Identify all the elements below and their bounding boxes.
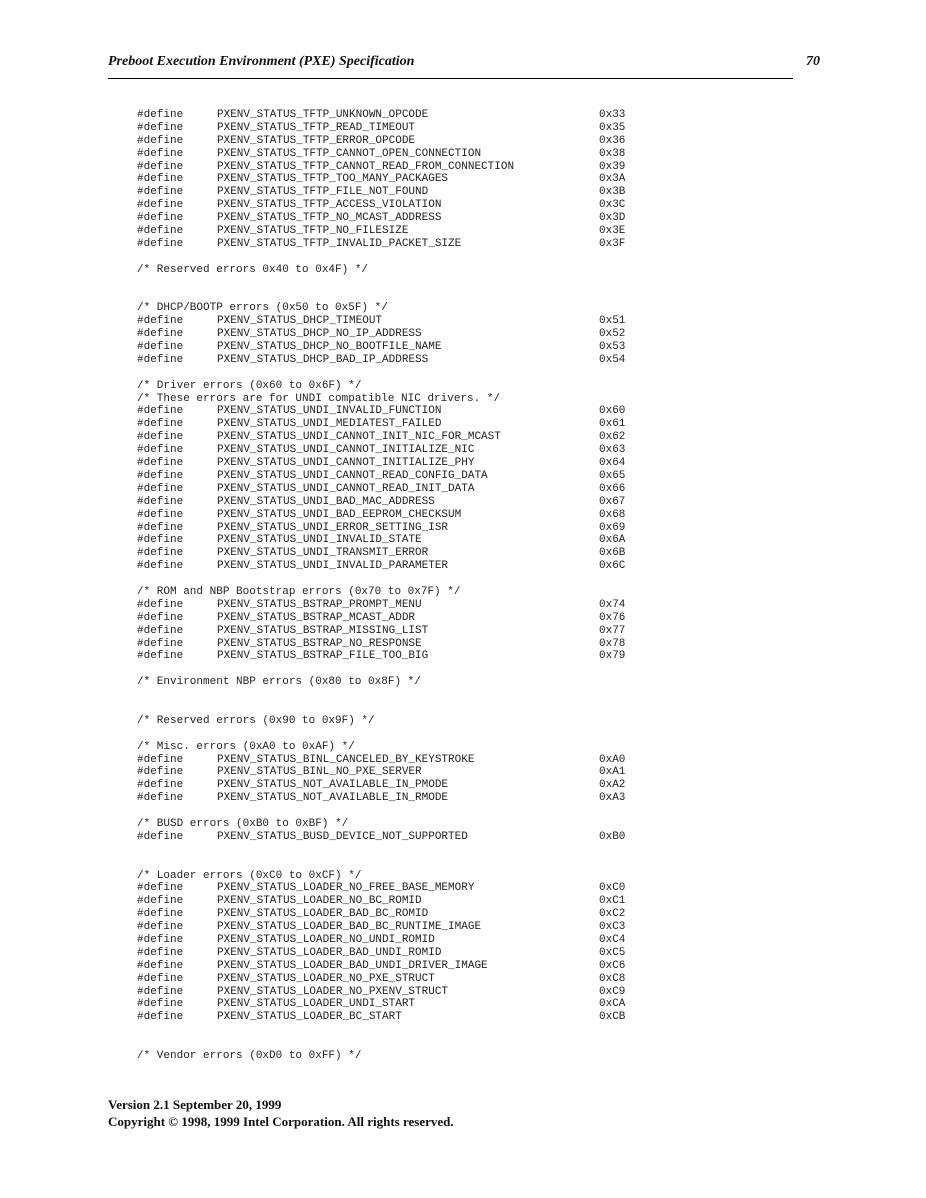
constant-name: PXENV_STATUS_TFTP_ACCESS_VIOLATION <box>217 199 442 212</box>
constant-name: PXENV_STATUS_LOADER_NO_UNDI_ROMID <box>217 934 435 946</box>
constant-value: 0xC2 <box>599 908 626 921</box>
define-keyword: #define <box>137 650 184 663</box>
define-keyword: #define <box>137 418 184 431</box>
constant-name: PXENV_STATUS_TFTP_NO_MCAST_ADDRESS <box>217 212 442 225</box>
define-keyword: #define <box>137 598 184 611</box>
constant-name: PXENV_STATUS_UNDI_INVALID_FUNCTION <box>217 405 442 418</box>
document-title: Preboot Execution Environment (PXE) Specification <box>108 54 415 69</box>
constant-name: PXENV_STATUS_TFTP_CANNOT_OPEN_CONNECTION <box>217 147 482 160</box>
constant-value: 0x61 <box>599 418 626 431</box>
comment-text: /* BUSD errors (0xB0 to 0xBF) */ <box>137 817 349 830</box>
constant-value: 0x64 <box>599 457 626 470</box>
constant-value: 0x3B <box>599 186 626 199</box>
constant-value: 0x3E <box>599 225 626 238</box>
constant-name: PXENV_STATUS_DHCP_TIMEOUT <box>217 315 383 328</box>
constant-value: 0xCA <box>599 998 626 1011</box>
constant-name: PXENV_STATUS_LOADER_UNDI_START <box>217 998 416 1011</box>
constant-value: 0xA3 <box>599 792 626 805</box>
constant-name: PXENV_STATUS_UNDI_MEDIATEST_FAILED <box>217 418 442 431</box>
constant-name: PXENV_STATUS_UNDI_BAD_MAC_ADDRESS <box>217 495 435 508</box>
constant-name: PXENV_STATUS_BSTRAP_FILE_TOO_BIG <box>217 650 429 663</box>
constant-value: 0xCB <box>599 1011 626 1024</box>
constant-name: PXENV_STATUS_UNDI_CANNOT_READ_CONFIG_DATA <box>217 469 488 482</box>
define-keyword: #define <box>137 637 184 650</box>
constant-name: PXENV_STATUS_LOADER_NO_BC_ROMID <box>217 895 422 908</box>
constant-name: PXENV_STATUS_BINL_NO_PXE_SERVER <box>217 766 422 779</box>
constant-name: PXENV_STATUS_LOADER_NO_PXENV_STRUCT <box>217 985 449 998</box>
define-keyword: #define <box>137 766 184 779</box>
constant-name: PXENV_STATUS_LOADER_BC_START <box>217 1011 402 1024</box>
comment-text: /* Environment NBP errors (0x80 to 0x8F) */ <box>137 676 421 689</box>
header-rule <box>108 78 793 79</box>
constant-value: 0xB0 <box>599 830 626 843</box>
constant-value: 0x65 <box>599 469 626 482</box>
define-keyword: #define <box>137 830 184 843</box>
define-keyword: #define <box>137 341 184 354</box>
define-keyword: #define <box>137 547 184 560</box>
constant-value: 0xA2 <box>599 779 626 792</box>
constant-value: 0x3C <box>599 199 626 212</box>
constant-value: 0xC9 <box>599 985 626 998</box>
constant-name: PXENV_STATUS_UNDI_BAD_EEPROM_CHECKSUM <box>217 508 462 521</box>
constant-name: PXENV_STATUS_TFTP_ERROR_OPCODE <box>217 134 416 147</box>
constant-name: PXENV_STATUS_NOT_AVAILABLE_IN_PMODE <box>217 779 449 792</box>
define-keyword: #define <box>137 895 184 908</box>
constant-value: 0x33 <box>599 109 626 121</box>
comment-text: /* Misc. errors (0xA0 to 0xAF) */ <box>137 740 355 753</box>
define-keyword: #define <box>137 624 184 637</box>
comment-text: /* Reserved errors (0x90 to 0x9F) */ <box>137 714 375 727</box>
constant-value: 0x67 <box>599 495 626 508</box>
constant-value: 0xC4 <box>599 934 626 946</box>
define-keyword: #define <box>137 972 184 985</box>
constant-value: 0xC1 <box>599 895 626 908</box>
constant-value: 0x77 <box>599 624 626 637</box>
constant-value: 0xA0 <box>599 753 626 766</box>
define-keyword: #define <box>137 405 184 418</box>
define-keyword: #define <box>137 946 184 959</box>
constant-name: PXENV_STATUS_TFTP_FILE_NOT_FOUND <box>217 186 429 199</box>
constant-name: PXENV_STATUS_UNDI_TRANSMIT_ERROR <box>217 547 429 560</box>
define-keyword: #define <box>137 908 184 921</box>
constant-name: PXENV_STATUS_NOT_AVAILABLE_IN_RMODE <box>217 792 449 805</box>
define-keyword: #define <box>137 147 184 160</box>
define-keyword: #define <box>137 508 184 521</box>
constant-name: PXENV_STATUS_UNDI_CANNOT_INITIALIZE_NIC <box>217 444 475 457</box>
comment-text: /* Driver errors (0x60 to 0x6F) */ <box>137 379 362 392</box>
define-keyword: #define <box>137 199 184 212</box>
constant-name: PXENV_STATUS_TFTP_READ_TIMEOUT <box>217 121 416 134</box>
constant-name: PXENV_STATUS_DHCP_BAD_IP_ADDRESS <box>217 353 429 366</box>
constant-name: PXENV_STATUS_UNDI_ERROR_SETTING_ISR <box>217 521 449 534</box>
comment-text: /* ROM and NBP Bootstrap errors (0x70 to 0x7F) */ <box>137 585 461 598</box>
constant-name: PXENV_STATUS_LOADER_NO_FREE_BASE_MEMORY <box>217 882 475 895</box>
define-keyword: #define <box>137 328 184 341</box>
copyright-line: Copyright © 1998, 1999 Intel Corporation. All rights reserved. <box>108 1114 454 1129</box>
page-footer <box>108 1096 454 1130</box>
constant-name: PXENV_STATUS_DHCP_NO_IP_ADDRESS <box>217 328 422 341</box>
define-keyword: #define <box>137 921 184 934</box>
constant-value: 0x62 <box>599 431 626 444</box>
constant-value: 0xC6 <box>599 959 626 972</box>
constant-name: PXENV_STATUS_UNDI_INVALID_PARAMETER <box>217 560 449 573</box>
constant-value: 0xC8 <box>599 972 626 985</box>
define-keyword: #define <box>137 521 184 534</box>
constant-value: 0x6B <box>599 547 626 560</box>
constant-name: PXENV_STATUS_TFTP_TOO_MANY_PACKAGES <box>217 173 449 186</box>
constant-value: 0x74 <box>599 598 626 611</box>
define-keyword: #define <box>137 431 184 444</box>
define-keyword: #define <box>137 160 184 173</box>
constant-name: PXENV_STATUS_UNDI_CANNOT_INIT_NIC_FOR_MCAST <box>217 431 501 444</box>
constant-name: PXENV_STATUS_LOADER_BAD_UNDI_DRIVER_IMAGE <box>217 959 488 972</box>
comment-text: /* Loader errors (0xC0 to 0xCF) */ <box>137 869 362 882</box>
constant-value: 0x60 <box>599 405 626 418</box>
constant-name: PXENV_STATUS_LOADER_BAD_BC_ROMID <box>217 908 429 921</box>
constant-value: 0x51 <box>599 315 626 328</box>
constant-name: PXENV_STATUS_BUSD_DEVICE_NOT_SUPPORTED <box>217 830 468 843</box>
constant-name: PXENV_STATUS_BSTRAP_PROMPT_MENU <box>217 598 422 611</box>
constant-value: 0x6C <box>599 560 626 573</box>
define-keyword: #define <box>137 225 184 238</box>
constant-value: 0x6A <box>599 534 626 547</box>
constant-name: PXENV_STATUS_TFTP_UNKNOWN_OPCODE <box>217 109 429 121</box>
define-keyword: #define <box>137 457 184 470</box>
define-keyword: #define <box>137 534 184 547</box>
constant-value: 0x54 <box>599 353 626 366</box>
constant-value: 0x76 <box>599 611 626 624</box>
define-keyword: #define <box>137 959 184 972</box>
constant-value: 0x53 <box>599 341 626 354</box>
constant-value: 0xC0 <box>599 882 626 895</box>
define-keyword: #define <box>137 779 184 792</box>
define-keyword: #define <box>137 560 184 573</box>
constant-value: 0x78 <box>599 637 626 650</box>
constant-name: PXENV_STATUS_UNDI_CANNOT_INITIALIZE_PHY <box>217 457 475 470</box>
define-keyword: #define <box>137 444 184 457</box>
constant-value: 0x3D <box>599 212 626 225</box>
define-keyword: #define <box>137 985 184 998</box>
define-keyword: #define <box>137 482 184 495</box>
version-line: Version 2.1 September 20, 1999 <box>108 1097 282 1112</box>
constant-value: 0x36 <box>599 134 626 147</box>
define-keyword: #define <box>137 934 184 946</box>
constant-name: PXENV_STATUS_BSTRAP_MISSING_LIST <box>217 624 429 637</box>
constant-value: 0x35 <box>599 121 626 134</box>
constant-name: PXENV_STATUS_TFTP_INVALID_PACKET_SIZE <box>217 237 462 250</box>
constant-name: PXENV_STATUS_TFTP_NO_FILESIZE <box>217 225 409 238</box>
constant-value: 0x68 <box>599 508 626 521</box>
constant-value: 0x52 <box>599 328 626 341</box>
define-keyword: #define <box>137 753 184 766</box>
constant-value: 0xC3 <box>599 921 626 934</box>
define-keyword: #define <box>137 353 184 366</box>
constant-name: PXENV_STATUS_LOADER_NO_PXE_STRUCT <box>217 972 435 985</box>
constant-value: 0x3A <box>599 173 626 186</box>
constant-value: 0x66 <box>599 482 626 495</box>
constant-value: 0x79 <box>599 650 626 663</box>
comment-text: /* These errors are for UNDI compatible NIC drivers. */ <box>137 392 501 405</box>
define-keyword: #define <box>137 212 184 225</box>
constant-value: 0x39 <box>599 160 626 173</box>
constant-value: 0x3F <box>599 237 626 250</box>
constant-name: PXENV_STATUS_LOADER_BAD_BC_RUNTIME_IMAGE <box>217 921 482 934</box>
define-keyword: #define <box>137 495 184 508</box>
constant-name: PXENV_STATUS_UNDI_CANNOT_READ_INIT_DATA <box>217 482 475 495</box>
define-keyword: #define <box>137 998 184 1011</box>
constant-value: 0x63 <box>599 444 626 457</box>
define-keyword: #define <box>137 1011 184 1024</box>
define-keyword: #define <box>137 237 184 250</box>
comment-text: /* Reserved errors 0x40 to 0x4F) */ <box>137 263 369 276</box>
constant-name: PXENV_STATUS_BSTRAP_NO_RESPONSE <box>217 637 422 650</box>
constant-name: PXENV_STATUS_TFTP_CANNOT_READ_FROM_CONNECTION <box>217 160 515 173</box>
define-keyword: #define <box>137 121 184 134</box>
page-number: 70 <box>806 54 820 69</box>
page-header <box>108 54 820 70</box>
define-keyword: #define <box>137 882 184 895</box>
comment-text: /* DHCP/BOOTP errors (0x50 to 0x5F) */ <box>137 302 388 315</box>
define-keyword: #define <box>137 611 184 624</box>
constant-value: 0x38 <box>599 147 626 160</box>
constant-value: 0xA1 <box>599 766 626 779</box>
constant-name: PXENV_STATUS_UNDI_INVALID_STATE <box>217 534 422 547</box>
constant-value: 0x69 <box>599 521 626 534</box>
constant-name: PXENV_STATUS_BINL_CANCELED_BY_KEYSTROKE <box>217 753 475 766</box>
define-keyword: #define <box>137 186 184 199</box>
define-keyword: #define <box>137 134 184 147</box>
constant-name: PXENV_STATUS_BSTRAP_MCAST_ADDR <box>217 611 416 624</box>
define-keyword: #define <box>137 173 184 186</box>
define-keyword: #define <box>137 109 184 121</box>
constant-name: PXENV_STATUS_DHCP_NO_BOOTFILE_NAME <box>217 341 442 354</box>
comment-text: /* Vendor errors (0xD0 to 0xFF) */ <box>137 1050 362 1063</box>
define-keyword: #define <box>137 792 184 805</box>
define-keyword: #define <box>137 469 184 482</box>
constant-value: 0xC5 <box>599 946 626 959</box>
define-keyword: #define <box>137 315 184 328</box>
constant-name: PXENV_STATUS_LOADER_BAD_UNDI_ROMID <box>217 946 442 959</box>
